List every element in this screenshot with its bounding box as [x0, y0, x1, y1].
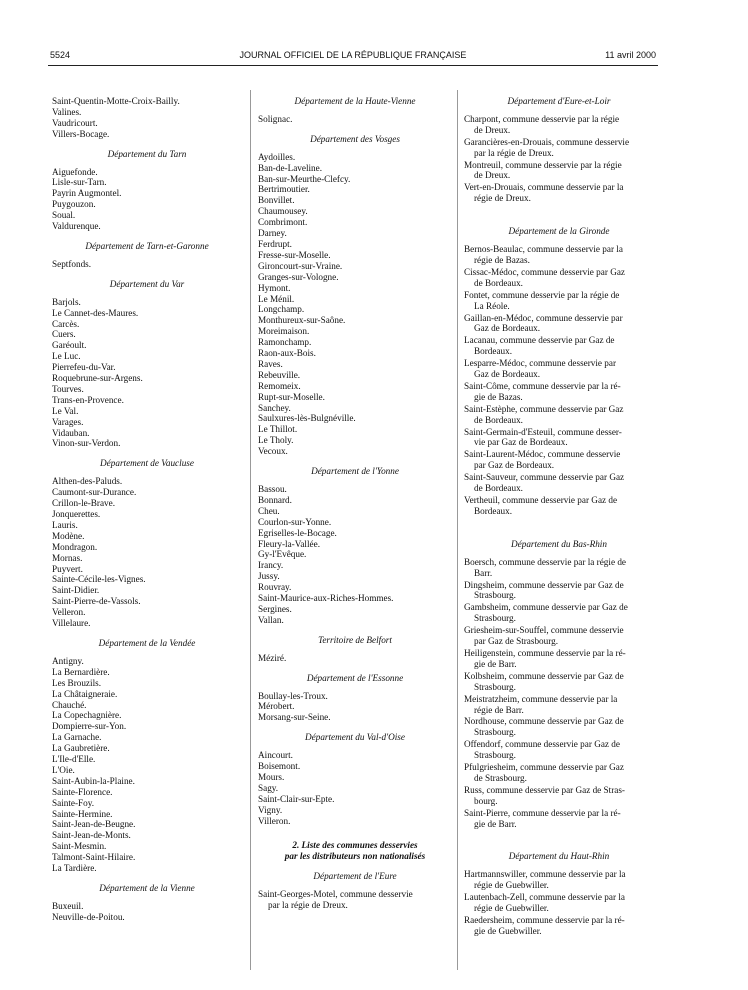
- issue-date: 11 avril 2000: [605, 50, 656, 60]
- commune-item: Méziré.: [258, 652, 287, 663]
- commune-entry: [258, 889, 452, 911]
- commune-entry-line: Cissac-Médoc, commune desservie par Gaz: [464, 266, 625, 277]
- column-divider: [457, 90, 458, 970]
- commune-item: La Copechagnière.: [52, 710, 122, 721]
- commune-item: Boisemont.: [258, 761, 301, 772]
- department-heading: Territoire de Belfort: [318, 634, 392, 645]
- commune-item: Aiguefonde.: [52, 166, 98, 177]
- commune-item: Bonnard.: [258, 494, 292, 505]
- commune-entry-line: Boersch, commune desservie par la régie de: [464, 556, 626, 567]
- commune-item: Althen-des-Paluds.: [52, 476, 123, 487]
- commune-entry-line: Saint-Laurent-Médoc, commune desservie: [464, 449, 621, 460]
- commune-item: Hymont.: [258, 282, 291, 293]
- commune-item: Mondragon.: [52, 541, 98, 552]
- commune-item: Sainte-Cécile-les-Vignes.: [52, 574, 146, 585]
- commune-entry: [464, 160, 654, 182]
- commune-entry-line: gie de Guebwiller.: [474, 925, 542, 936]
- department-heading: Département de l'Essonne: [306, 672, 404, 683]
- commune-entry-line: par Gaz de Bordeaux.: [474, 460, 555, 471]
- commune-item: Sainte-Foy.: [52, 797, 95, 808]
- commune-item: Morsang-sur-Seine.: [258, 712, 331, 723]
- commune-entry-line: Pfulgriesheim, commune desservie par Gaz: [464, 762, 624, 773]
- commune-entry-line: Gaz de Bordeaux.: [474, 323, 541, 334]
- commune-entry-line: Gaz de Bordeaux.: [474, 369, 541, 380]
- commune-item: Le Thillot.: [258, 424, 298, 435]
- commune-item: Payrin Augmontel.: [52, 188, 122, 199]
- commune-item: Saint-Jean-de-Beugne.: [52, 819, 136, 830]
- commune-entry-line: Vert-en-Drouais, commune desservie par la: [464, 182, 624, 193]
- commune-entry-line: Montreuil, commune desservie par la régie: [464, 159, 622, 170]
- commune-item: Rupt-sur-Moselle.: [258, 391, 325, 402]
- commune-item: Vigny.: [258, 804, 283, 815]
- department-heading: Département de la Vienne: [99, 883, 195, 893]
- commune-item: Saint-Clair-sur-Epte.: [258, 793, 335, 804]
- commune-entry-line: Gaillan-en-Médoc, commune desservie par: [464, 312, 623, 323]
- journal-title: JOURNAL OFFICIEL DE LA RÉPUBLIQUE FRANÇAISE: [239, 50, 467, 60]
- commune-entry-line: par la régie de Dreux.: [474, 147, 554, 158]
- commune-item: Dompierre-sur-Yon.: [52, 721, 127, 732]
- commune-entry: [464, 580, 654, 602]
- commune-item: Puyvert.: [52, 563, 83, 574]
- column-divider: [250, 90, 251, 970]
- commune-item: Solignac.: [258, 113, 293, 124]
- commune-item: Lisle-sur-Tarn.: [52, 177, 107, 188]
- commune-entry-line: gie de Bazas.: [474, 391, 523, 402]
- commune-item: Valines.: [52, 106, 82, 117]
- commune-item: Vallan.: [258, 614, 284, 625]
- list-heading-line: par les distributeurs non nationalisés: [284, 851, 426, 862]
- commune-entry-line: Strasbourg.: [474, 590, 516, 601]
- commune-item: Barjols.: [52, 296, 81, 307]
- commune-entry: [464, 625, 654, 647]
- commune-item: Vinon-sur-Verdon.: [52, 438, 121, 449]
- commune-entry-line: vie par Gaz de Bordeaux.: [474, 437, 568, 448]
- commune-entry: [464, 381, 654, 403]
- commune-item: Villelaure.: [52, 618, 91, 629]
- commune-entry-line: Strasbourg.: [474, 681, 516, 692]
- commune-entry: [464, 869, 654, 891]
- department-heading: Département des Vosges: [310, 133, 400, 144]
- commune-item: Septfonds.: [52, 258, 92, 269]
- commune-entry: [464, 785, 654, 807]
- commune-item: Chaumousey.: [258, 206, 308, 217]
- commune-entry: [464, 716, 654, 738]
- commune-item: Crillon-le-Brave.: [52, 498, 116, 509]
- commune-item: Vidauban.: [52, 427, 90, 438]
- commune-item: Ban-sur-Meurthe-Clefcy.: [258, 173, 351, 184]
- commune-item: Soual.: [52, 210, 76, 221]
- commune-item: Le Val.: [52, 405, 79, 416]
- commune-item: Le Luc.: [52, 351, 81, 362]
- commune-entry-line: Saint-Germain-d'Esteuil, commune desser-: [464, 426, 622, 437]
- header-rule: [48, 65, 658, 66]
- commune-entry-line: de Dreux.: [474, 170, 511, 181]
- commune-item: Vecoux.: [258, 446, 288, 457]
- commune-entry: [464, 694, 654, 716]
- commune-entry-line: Charpont, commune desservie par la régie: [464, 113, 620, 124]
- commune-item: Trans-en-Provence.: [52, 394, 124, 405]
- commune-item: Mornas.: [52, 552, 83, 563]
- commune-entry: [464, 267, 654, 289]
- page-number: 5524: [50, 50, 71, 60]
- commune-item: Caumont-sur-Durance.: [52, 487, 137, 498]
- commune-item: Antigny.: [52, 655, 84, 666]
- commune-entry: [464, 427, 654, 449]
- commune-entry-line: Bernos-Beaulac, commune desservie par la: [464, 244, 623, 255]
- commune-item: Garéoult.: [52, 340, 87, 351]
- commune-item: Chauché.: [52, 699, 87, 710]
- commune-item: Velleron.: [52, 607, 86, 618]
- commune-item: Saint-Didier.: [52, 585, 100, 596]
- commune-entry-line: Saint-Estèphe, commune desservie par Gaz: [464, 403, 624, 414]
- commune-item: Villeron.: [258, 815, 291, 826]
- commune-item: Monthureux-sur-Saône.: [258, 315, 346, 326]
- commune-entry: [464, 335, 654, 357]
- commune-item: Saulxures-lès-Bulgnéville.: [258, 413, 356, 424]
- commune-entry-line: Saint-Pierre, commune desservie par la ré-: [464, 807, 621, 818]
- commune-entry-line: gie de Barr.: [474, 818, 517, 829]
- commune-entry-line: Fontet, commune desservie par la régie de: [464, 289, 620, 300]
- column-left: [52, 90, 242, 923]
- commune-item: Fleury-la-Vallée.: [258, 538, 320, 549]
- commune-item: Ban-de-Laveline.: [258, 162, 323, 173]
- commune-entry: [464, 358, 654, 380]
- department-heading: Département du Haut-Rhin: [508, 851, 610, 862]
- commune-item: Sainte-Hermine.: [52, 808, 113, 819]
- commune-item: Cuers.: [52, 329, 76, 340]
- department-heading: Département du Var: [109, 278, 185, 289]
- commune-item: Irancy.: [258, 560, 284, 571]
- commune-entry-line: par la régie de Dreux.: [268, 900, 348, 911]
- commune-item: Sainte-Florence.: [52, 786, 113, 797]
- commune-entry: [464, 739, 654, 761]
- commune-item: Le Ménil.: [258, 293, 295, 304]
- commune-entry: [464, 495, 654, 517]
- commune-item: Roquebrune-sur-Argens.: [52, 373, 143, 384]
- department-heading: Département d'Eure-et-Loir: [507, 96, 611, 106]
- commune-entry: [464, 472, 654, 494]
- commune-item: Sanchey.: [258, 402, 291, 413]
- commune-item: Moreimaison.: [258, 326, 310, 337]
- commune-entry: [464, 404, 654, 426]
- commune-item: Granges-sur-Vologne.: [258, 271, 339, 282]
- commune-item: Mours.: [258, 771, 285, 782]
- commune-item: Saint-Jean-de-Monts.: [52, 830, 131, 841]
- column-middle: [258, 90, 452, 912]
- commune-entry: [464, 808, 654, 830]
- commune-entry-line: Saint-Sauveur, commune desservie par Gaz: [464, 472, 625, 483]
- commune-item: Tourves.: [52, 383, 84, 394]
- commune-item: Bertrimoutier.: [258, 184, 310, 195]
- commune-entry-line: Strasbourg.: [474, 727, 516, 738]
- commune-item: Bonvillet.: [258, 195, 295, 206]
- commune-item: Puygouzon.: [52, 199, 96, 210]
- commune-entry-line: Griesheim-sur-Souffel, commune desservie: [464, 625, 624, 636]
- commune-entry: [464, 290, 654, 312]
- commune-entry-line: régie de Barr.: [474, 704, 524, 715]
- commune-item: Ramonchamp.: [258, 337, 312, 348]
- commune-item: Rebeuville.: [258, 369, 301, 380]
- commune-entry-line: de Bordeaux.: [474, 414, 523, 425]
- commune-entry-line: Kolbsheim, commune desservie par Gaz de: [464, 670, 624, 681]
- commune-entry-line: bourg.: [474, 795, 498, 806]
- commune-entry: [464, 449, 654, 471]
- commune-entry-line: Meistratzheim, commune desservie par la: [464, 693, 618, 704]
- column-right: [464, 90, 654, 938]
- commune-item: Raves.: [258, 358, 283, 369]
- commune-entry: [464, 602, 654, 624]
- commune-item: Saint-Quentin-Motte-Croix-Bailly.: [52, 96, 180, 106]
- commune-item: Le Tholy.: [258, 435, 294, 446]
- commune-entry: [464, 137, 654, 159]
- commune-item: Saint-Mesmin.: [52, 841, 107, 852]
- commune-entry: [464, 892, 654, 914]
- commune-item: Raon-aux-Bois.: [258, 348, 316, 359]
- commune-item: Aincourt.: [258, 750, 293, 761]
- commune-item: Saint-Pierre-de-Vassols.: [52, 596, 141, 607]
- commune-item: Rouvray.: [258, 582, 292, 593]
- commune-entry-line: régie de Guebwiller.: [474, 903, 549, 914]
- commune-item: Gironcourt-sur-Vraine.: [258, 260, 343, 271]
- page-header: [50, 50, 656, 64]
- commune-item: Pierrefeu-du-Var.: [52, 362, 116, 373]
- commune-entry-line: de Bordeaux.: [474, 277, 523, 288]
- department-heading: Département de la Vendée: [98, 637, 196, 648]
- commune-entry-line: régie de Bazas.: [474, 254, 530, 265]
- commune-entry-line: de Dreux.: [474, 124, 511, 135]
- commune-item: L'Ile-d'Elle.: [52, 754, 96, 765]
- commune-item: Buxeuil.: [52, 900, 84, 911]
- department-heading: Département de la Gironde: [508, 226, 610, 237]
- department-heading: Département de l'Yonne: [311, 466, 399, 477]
- commune-entry-line: La Réole.: [474, 300, 510, 311]
- commune-entry: [464, 557, 654, 579]
- commune-entry-line: par Gaz de Strasbourg.: [474, 636, 559, 647]
- commune-entry-line: Garancières-en-Drouais, commune desservie: [464, 136, 630, 147]
- commune-entry: [464, 671, 654, 693]
- commune-item: La Bernardière.: [52, 666, 110, 677]
- commune-entry-line: Bordeaux.: [474, 505, 513, 516]
- department-heading: Département de Vaucluse: [100, 458, 194, 469]
- commune-item: La Tardière.: [52, 863, 97, 874]
- commune-item: La Châtaigneraie.: [52, 688, 118, 699]
- commune-entry-line: Gambsheim, commune desservie par Gaz de: [464, 602, 628, 613]
- commune-entry-line: Barr.: [474, 567, 493, 578]
- commune-item: Valdurenque.: [52, 221, 101, 232]
- commune-entry-line: gie de Barr.: [474, 658, 517, 669]
- commune-entry-line: Lautenbach-Zell, commune desservie par la: [464, 892, 625, 903]
- commune-entry-line: régie de Guebwiller.: [474, 880, 549, 891]
- commune-item: Saint-Aubin-la-Plaine.: [52, 775, 135, 786]
- commune-entry-line: Bordeaux.: [474, 346, 513, 357]
- commune-item: Talmont-Saint-Hilaire.: [52, 852, 136, 863]
- commune-item: Aydoilles.: [258, 151, 296, 162]
- commune-entry-line: Lacanau, commune desservie par Gaz de: [464, 335, 615, 346]
- commune-entry-line: Raedersheim, commune desservie par la ré-: [464, 915, 625, 925]
- department-heading: Département du Val-d'Oise: [305, 732, 405, 743]
- commune-item: Les Brouzils.: [52, 677, 101, 688]
- commune-item: Courlon-sur-Yonne.: [258, 516, 332, 527]
- commune-item: Sergines.: [258, 603, 292, 614]
- commune-entry-line: Strasbourg.: [474, 750, 516, 761]
- commune-item: Egriselles-le-Bocage.: [258, 527, 337, 538]
- commune-item: Saint-Maurice-aux-Riches-Hommes.: [258, 593, 394, 604]
- commune-entry-line: Saint-Georges-Motel, commune desservie: [258, 889, 413, 900]
- commune-item: L'Oie.: [52, 764, 75, 775]
- commune-entry-line: Vertheuil, commune desservie par Gaz de: [464, 495, 618, 505]
- commune-item: Cheu.: [258, 505, 280, 516]
- commune-entry-line: Offendorf, commune desservie par Gaz de: [464, 739, 620, 750]
- commune-entry-line: régie de Dreux.: [474, 193, 531, 204]
- commune-entry-line: de Bordeaux.: [474, 483, 523, 494]
- commune-entry: [464, 182, 654, 204]
- commune-item: Carcès.: [52, 318, 80, 329]
- commune-item: La Gaubretière.: [52, 743, 110, 754]
- commune-item: Remomeix.: [258, 380, 301, 391]
- commune-item: Jussy.: [258, 571, 280, 582]
- commune-item: Modène.: [52, 530, 85, 541]
- department-heading: Département de l'Eure: [313, 871, 397, 882]
- commune-item: Gy-l'Evêque.: [258, 549, 307, 560]
- commune-item: Le Cannet-des-Maures.: [52, 307, 139, 318]
- commune-entry: [464, 762, 654, 784]
- commune-item: Jonquerettes.: [52, 509, 101, 519]
- commune-item: Vaudricourt.: [52, 117, 98, 128]
- list-heading: [258, 840, 452, 862]
- commune-item: Boullay-les-Troux.: [258, 690, 328, 701]
- department-heading: Département du Tarn: [107, 148, 187, 159]
- commune-item: Lauris.: [52, 519, 78, 530]
- commune-entry-line: Russ, commune desservie par Gaz de Stras-: [464, 784, 625, 795]
- commune-entry-line: Dingsheim, commune desservie par Gaz de: [464, 579, 624, 590]
- commune-entry-line: Heiligenstein, commune desservie par la ré-: [464, 647, 626, 658]
- list-heading-line: 2. Liste des communes desservies: [292, 840, 418, 851]
- commune-item: Fresse-sur-Moselle.: [258, 249, 331, 260]
- department-heading: Département de la Haute-Vienne: [294, 96, 416, 106]
- commune-entry: [464, 244, 654, 266]
- commune-item: Villers-Bocage.: [52, 128, 110, 139]
- department-heading: Département du Bas-Rhin: [511, 538, 607, 549]
- commune-entry-line: Hartmannswiller, commune desservie par la: [464, 869, 626, 880]
- commune-entry-line: de Strasbourg.: [474, 772, 527, 783]
- commune-item: Ferdrupt.: [258, 238, 292, 249]
- commune-entry: [464, 313, 654, 335]
- commune-item: Longchamp.: [258, 304, 305, 315]
- commune-entry-line: Strasbourg.: [474, 613, 516, 624]
- commune-entry: [464, 915, 654, 937]
- commune-entry-line: Nordhouse, commune desservie par Gaz de: [464, 716, 624, 727]
- commune-item: Neuville-de-Poitou.: [52, 911, 125, 922]
- commune-entry-line: Lesparre-Médoc, commune desservie par: [464, 358, 617, 369]
- commune-item: Mérobert.: [258, 701, 295, 712]
- commune-item: Darney.: [258, 228, 287, 239]
- commune-item: Varages.: [52, 416, 84, 427]
- department-heading: Département de Tarn-et-Garonne: [85, 240, 209, 251]
- commune-item: Sagy.: [258, 782, 279, 793]
- commune-item: La Garnache.: [52, 732, 102, 743]
- commune-entry-line: Saint-Côme, commune desservie par la ré-: [464, 380, 621, 391]
- commune-item: Combrimont.: [258, 217, 308, 228]
- commune-item: Bassou.: [258, 484, 287, 494]
- commune-entry: [464, 114, 654, 136]
- commune-entry: [464, 648, 654, 670]
